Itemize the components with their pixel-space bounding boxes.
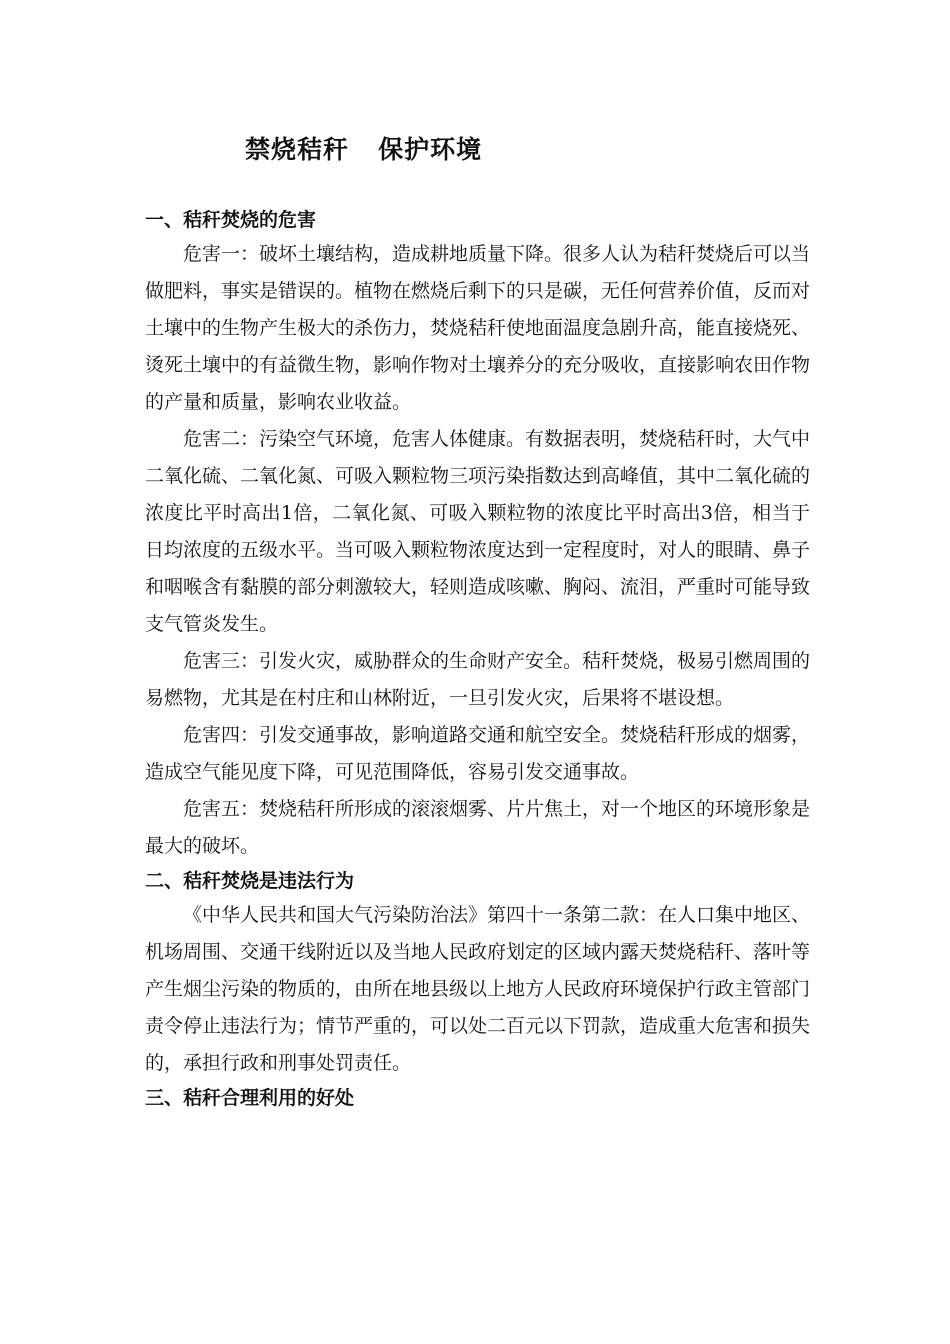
paragraph-hazard-5: 危害五：焚烧秸秆所形成的滚滚烟雾、片片焦土，对一个地区的环境形象是最大的破坏。: [145, 798, 811, 857]
paragraph-hazard-2: 危害二：污染空气环境，危害人体健康。有数据表明，焚烧秸秆时，大气中二氧化硫、二氧化氮、可吸入颗粒物三项污染指数达到高峰值，其中二氧化硫的浓度比平时高出1倍，二氧化氮、可吸入颗粒物的浓度比平时高出3倍，相当于日均浓度的五级水平。当可吸入颗粒物浓度达到一定程度时，对人的眼睛、鼻子和咽喉含有黏膜的部分刺激较大，轻则造成咳嗽、胸闷、流泪，严重时可能导致支气管炎发生。: [145, 428, 811, 635]
document-page: [145, 128, 810, 1114]
section-heading: 一、秸秆焚烧的危害: [145, 209, 317, 231]
section-hazards: [145, 204, 810, 865]
paragraph-law-clause: 《中华人民共和国大气污染防治法》第四十一条第二款：在人口集中地区、机场周围、交通干线附近以及当地人民政府划定的区域内露天焚烧秸秆、落叶等产生烟尘污染的物质的，由所在地县级以上地方人民政府环境保护行政主管部门责令停止违法行为；情节严重的，可以处二百元以下罚款，造成重大危害和损失的，承担行政和刑事处罚责任。: [145, 904, 811, 1074]
section-heading: 二、秸秆焚烧是违法行为: [145, 870, 355, 892]
section-benefits: [145, 1082, 810, 1114]
paragraph-hazard-3: 危害三：引发火灾，威胁群众的生命财产安全。秸秆焚烧，极易引燃周围的易燃物，尤其是在村庄和山林附近，一旦引发火灾，后果将不堪设想。: [145, 650, 811, 709]
section-heading: 三、秸秆合理利用的好处: [145, 1087, 355, 1109]
section-illegal-act: [145, 865, 810, 1082]
paragraph-hazard-4: 危害四：引发交通事故，影响道路交通和航空安全。焚烧秸秆形成的烟雾，造成空气能见度下降，可见范围降低，容易引发交通事故。: [145, 724, 811, 783]
paragraph-hazard-1: 危害一：破坏土壤结构，造成耕地质量下降。很多人认为秸秆焚烧后可以当做肥料，事实是错误的。植物在燃烧后剩下的只是碳，无任何营养价值，反而对土壤中的生物产生极大的杀伤力，焚烧秸秆使地面温度急剧升高，能直接烧死、烫死土壤中的有益微生物，影响作物对土壤养分的充分吸收，直接影响农田作物的产量和质量，影响农业收益。: [145, 243, 811, 413]
document-title: 禁烧秸秆 保护环境: [245, 135, 483, 164]
